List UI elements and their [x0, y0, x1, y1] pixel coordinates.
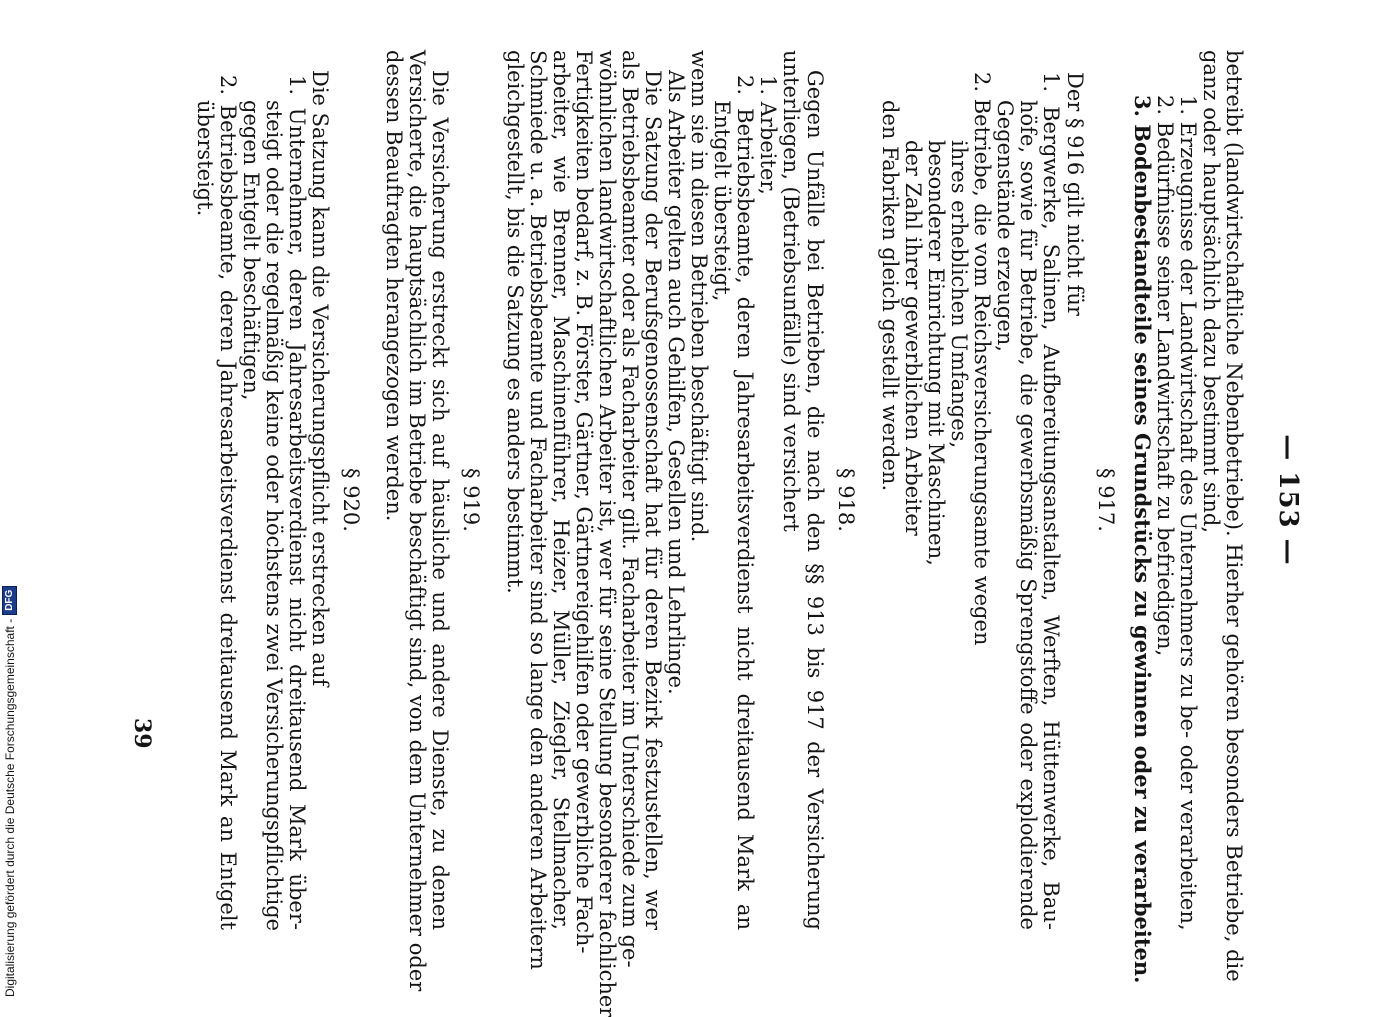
- paragraph-line: wöhnlichen landwirtschaftlichen Arbeiter ist, wer für seine Stellung besonderer fachlicher: [595, 50, 619, 1017]
- list-item-continued: den Fabriken gleich gestellt werden.: [878, 100, 902, 492]
- list-item-continued: Entgelt übersteigt,: [710, 100, 734, 302]
- paragraph-line: gleichgestellt, bis die Satzung es anders bestimmt.: [503, 50, 527, 594]
- continuation-line: ganz oder hauptsächlich dazu bestimmt sind,: [1199, 50, 1223, 533]
- list-item-continued: gegen Entgelt beschäftigen,: [239, 100, 263, 401]
- digitization-credit: [2, 589, 17, 997]
- list-item: 1. Erzeugnisse der Landwirtschaft des Unternehmers zu be- oder verarbeiten,: [1176, 95, 1200, 931]
- page-number: — 153 —: [1273, 434, 1303, 566]
- list-item: 1. Unternehmer, deren Jahresarbeitsverdienst nicht dreitausend Mark über-: [285, 75, 309, 930]
- paragraph-line: Die Satzung der Berufsgenossenschaft hat für deren Bezirk festzustellen, wer: [641, 70, 665, 930]
- list-item: 3. Bodenbestandteile seines Grundstücks zu gewinnen oder zu verarbeiten.: [1130, 95, 1155, 984]
- list-item-continued: Gegenstände erzeugen,: [993, 100, 1017, 352]
- list-item-continued: höfe, sowie für Betriebe, die gewerbsmäßig Sprengstoffe oder explodierende: [1016, 100, 1040, 930]
- paragraph-line: wenn sie in diesen Betrieben beschäftigt sind.: [687, 50, 711, 543]
- paragraph-line: Fertigkeiten bedarf, z. B. Förster, Gärtner, Gärtnereigehilfen oder gewerbliche Fach-: [572, 50, 596, 954]
- list-item: 2. Bedürfnisse seiner Landwirtschaft zu befriedigen,: [1153, 95, 1177, 657]
- list-item: 1. Bergwerke, Salinen, Aufbereitungsanstalten, Werften, Hüttenwerke, Bau-: [1039, 72, 1063, 930]
- list-item: 2. Betriebe, die vom Reichsversicherungsamte wegen: [970, 72, 994, 646]
- list-item-continued: steigt oder die regelmäßig keine oder höchstens zwei Versicherungspflichtige: [262, 100, 286, 932]
- section-heading-920: § 920.: [339, 468, 363, 532]
- paragraph-line: als Betriebsbeamter oder als Facharbeiter gilt. Facharbeiter im Unterschiede zum ge-: [618, 50, 642, 968]
- sub-criterion: der Zahl ihrer gewerblichen Arbeiter: [901, 140, 925, 536]
- paragraph-line: Die Versicherung erstreckt sich auf häusliche und andere Dienste, zu denen: [428, 70, 452, 930]
- section-heading-918: § 918.: [834, 468, 858, 532]
- section-heading-917: § 917.: [1094, 468, 1118, 532]
- section-heading-919: § 919.: [459, 468, 483, 532]
- list-item: 1. Arbeiter,: [756, 75, 780, 195]
- paragraph-line: Versicherte, die hauptsächlich im Betriebe beschäftigt sind, von dem Unternehmer oder: [405, 50, 429, 992]
- paragraph-line: dessen Beauftragten herangezogen werden.: [382, 50, 406, 522]
- paragraph-line: Gegen Unfälle bei Betrieben, die nach den §§ 913 bis 917 der Versicherung: [803, 70, 827, 930]
- list-item-continued: übersteigt.: [193, 100, 217, 217]
- paragraph-line: Als Arbeiter gelten auch Gehilfen, Gesellen und Lehrlinge.: [664, 70, 688, 695]
- dfg-logo: DFG: [2, 586, 17, 615]
- paragraph-line: Schmiede u. a. Betriebsbeamte und Facharbeiter sind so lange den anderen Arbeitern: [526, 50, 550, 970]
- section-intro: Der § 916 gilt nicht für: [1063, 72, 1087, 316]
- continuation-line: betreibt (landwirtschaftliche Nebenbetriebe). Hierher gehören besonders Betriebe, die: [1222, 50, 1246, 982]
- sub-criterion: ihres erheblichen Umfanges,: [947, 140, 971, 449]
- credit-text: Digitalisierung gefördert durch die Deutsche Forschungsgemeinschaft -: [2, 618, 17, 997]
- paragraph-line: arbeiter, wie Brenner, Maschinenführer, Heizer, Müller, Ziegler, Stellmacher,: [549, 50, 573, 930]
- printer-signature: 39: [129, 718, 155, 749]
- section-intro: Die Satzung kann die Versicherungspflicht erstrecken auf: [308, 70, 332, 687]
- list-item: 2. Betriebsbeamte, deren Jahresarbeitsverdienst dreitausend Mark an Entgelt: [216, 75, 240, 930]
- sub-criterion: besonderer Einrichtung mit Maschinen,: [924, 140, 948, 566]
- list-item: 2. Betriebsbeamte, deren Jahresarbeitsverdienst nicht dreitausend Mark an: [733, 75, 757, 930]
- paragraph-line: unterliegen, (Betriebsunfälle) sind versichert: [779, 50, 803, 532]
